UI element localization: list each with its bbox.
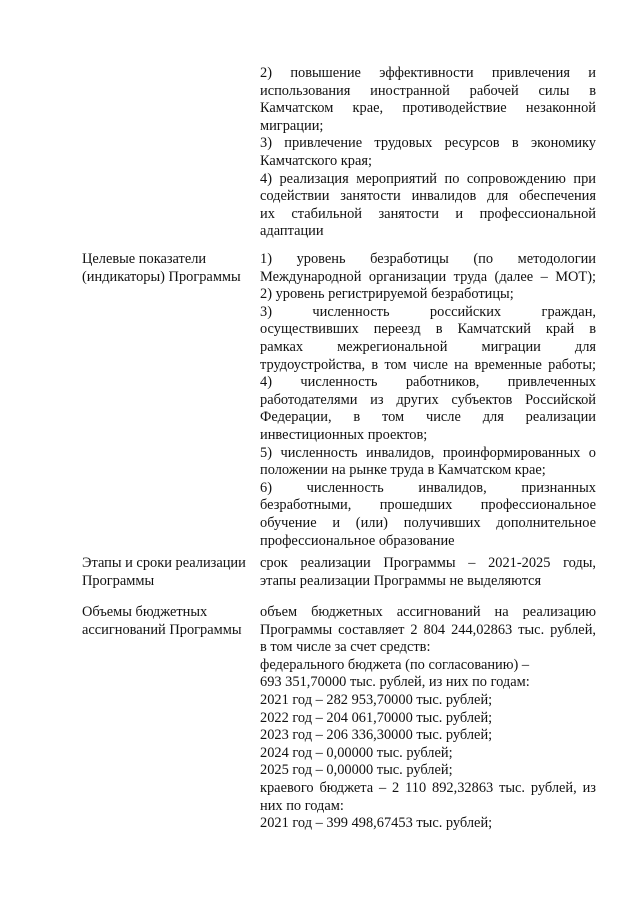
text-line: 2022 год – 204 061,70000 тыс. рублей; — [260, 709, 493, 726]
text-line: осуществивших переезд в Камчатский край в — [260, 321, 596, 338]
row-content — [260, 251, 596, 550]
row-label — [82, 555, 260, 590]
text-line: инвестиционных проектов; — [260, 426, 428, 443]
text-line: 3) привлечение трудовых ресурсов в экономику — [260, 135, 596, 152]
text-line: 1) уровень безработицы (по методологии — [260, 251, 596, 267]
row-content — [260, 555, 596, 590]
text-line: обучение и (или) получивших дополнительное — [260, 514, 596, 531]
text-line: 2025 год – 0,00000 тыс. рублей; — [260, 762, 453, 779]
text-line: 4) реализация мероприятий по сопровождению при — [260, 170, 596, 187]
text-line: 2) повышение эффективности привлечения и — [260, 65, 596, 81]
row-content — [260, 604, 596, 833]
text-line: работодателями из других субъектов Российской — [260, 391, 596, 408]
row-tasks-continued — [82, 65, 596, 241]
text-line: 2023 год – 206 336,30000 тыс. рублей; — [260, 727, 493, 744]
label-line: Этапы и сроки реализации — [82, 555, 246, 571]
text-line: 4) численность работников, привлеченных — [260, 374, 596, 391]
text-line: них по годам: — [260, 797, 344, 814]
row-label — [82, 251, 260, 550]
text-line: положении на рынке труда в Камчатском крае; — [260, 462, 546, 479]
text-line: 693 351,70000 тыс. рублей, из них по годам: — [260, 674, 530, 691]
text-line: 6) численность инвалидов, признанных — [260, 479, 596, 496]
text-line: безработными, прошедших профессиональное — [260, 497, 596, 514]
label-line: Целевые показатели — [82, 251, 207, 267]
text-line: этапы реализации Программы не выделяются — [260, 572, 542, 589]
label-line: Программы — [82, 572, 155, 589]
row-target-indicators — [82, 251, 596, 550]
row-budget-allocations — [82, 604, 596, 833]
text-line: Федерации, в том числе для реализации — [260, 409, 596, 426]
text-line: Международной организации труда (далее – МОТ); — [260, 268, 596, 285]
text-line: содействии занятости инвалидов для обеспечения — [260, 188, 596, 205]
text-line: Программы составляет 2 804 244,02863 тыс. рублей, — [260, 621, 596, 638]
text-line: 2) уровень регистрируемой безработицы; — [260, 286, 514, 303]
row-label — [82, 604, 260, 833]
text-line: 2021 год – 399 498,67453 тыс. рублей; — [260, 815, 493, 832]
label-line: ассигнований Программы — [82, 621, 242, 638]
label-line: Объемы бюджетных — [82, 604, 208, 620]
text-line: 2024 год – 0,00000 тыс. рублей; — [260, 744, 453, 761]
text-line: краевого бюджета – 2 110 892,32863 тыс. рублей, из — [260, 779, 596, 796]
row-content — [260, 65, 596, 241]
row-stages-terms — [82, 555, 596, 590]
text-line: рамках межрегиональной миграции для — [260, 338, 596, 355]
text-line: миграции; — [260, 117, 324, 134]
text-line: в том числе за счет средств: — [260, 639, 431, 656]
text-line: 3) численность российских граждан, — [260, 303, 596, 320]
text-line: адаптации — [260, 223, 324, 240]
text-line: 5) численность инвалидов, проинформированных о — [260, 444, 596, 461]
row-label — [82, 65, 260, 241]
text-line: срок реализации Программы – 2021-2025 годы, — [260, 555, 596, 571]
text-line: профессиональное образование — [260, 532, 455, 549]
text-line: использования иностранной рабочей силы в — [260, 82, 596, 99]
text-line: Камчатском крае, противодействие незаконной — [260, 100, 596, 117]
text-line: их стабильной занятости и профессиональной — [260, 205, 596, 222]
text-line: 2021 год – 282 953,70000 тыс. рублей; — [260, 691, 493, 708]
text-line: объем бюджетных ассигнований на реализацию — [260, 604, 596, 620]
text-line: федерального бюджета (по согласованию) – — [260, 656, 530, 673]
text-line: трудоустройства, в том числе на временные работы; — [260, 356, 596, 373]
text-line: Камчатского края; — [260, 152, 372, 169]
label-line: (индикаторы) Программы — [82, 268, 241, 285]
